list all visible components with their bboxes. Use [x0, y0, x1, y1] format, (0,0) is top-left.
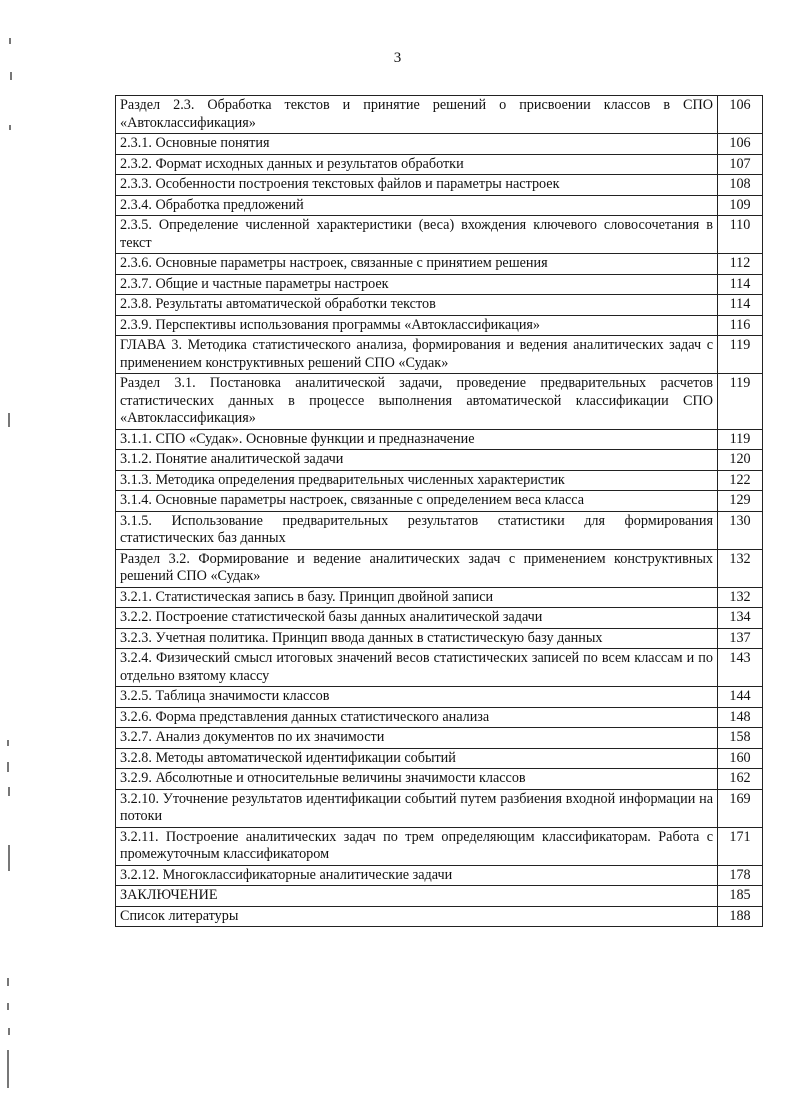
toc-entry-title: Раздел 3.2. Формирование и ведение аналитических задач с применением конструктивных решений СПО «Судак» — [116, 549, 718, 587]
toc-entry-title: Раздел 3.1. Постановка аналитической задачи, проведение предварительных расчетов статистических данных в процессе выполнения автоматической классификации СПО «Автоклассификация» — [116, 374, 718, 430]
toc-entry-page: 171 — [718, 827, 763, 865]
toc-entry-page: 119 — [718, 429, 763, 450]
toc-row — [116, 154, 763, 175]
toc-entry-page: 109 — [718, 195, 763, 216]
toc-row — [116, 549, 763, 587]
toc-entry-page: 132 — [718, 587, 763, 608]
toc-entry-title: 2.3.9. Перспективы использования программы «Автоклассификация» — [116, 315, 718, 336]
toc-row — [116, 748, 763, 769]
toc-row — [116, 491, 763, 512]
toc-entry-title: 2.3.6. Основные параметры настроек, связанные с принятием решения — [116, 254, 718, 275]
toc-entry-title: 3.2.7. Анализ документов по их значимости — [116, 728, 718, 749]
toc-entry-page: 106 — [718, 134, 763, 155]
toc-entry-page: 112 — [718, 254, 763, 275]
toc-row — [116, 175, 763, 196]
toc-entry-title: 3.2.1. Статистическая запись в базу. Принцип двойной записи — [116, 587, 718, 608]
toc-row — [116, 728, 763, 749]
toc-entry-title: Список литературы — [116, 906, 718, 927]
toc-row — [116, 450, 763, 471]
toc-entry-page: 178 — [718, 865, 763, 886]
table-of-contents — [115, 95, 763, 927]
scan-artifact — [7, 978, 9, 986]
toc-row — [116, 470, 763, 491]
toc-entry-page: 119 — [718, 336, 763, 374]
toc-entry-page: 185 — [718, 886, 763, 907]
toc-row — [116, 628, 763, 649]
toc-entry-page: 116 — [718, 315, 763, 336]
toc-entry-title: 2.3.5. Определение численной характеристики (веса) вхождения ключевого словосочетания в текст — [116, 216, 718, 254]
toc-entry-title: 3.2.3. Учетная политика. Принцип ввода данных в статистическую базу данных — [116, 628, 718, 649]
scan-artifact — [10, 72, 12, 80]
toc-row — [116, 511, 763, 549]
toc-entry-title: 2.3.1. Основные понятия — [116, 134, 718, 155]
toc-entry-title: 3.2.2. Построение статистической базы данных аналитической задачи — [116, 608, 718, 629]
toc-row — [116, 827, 763, 865]
toc-row — [116, 274, 763, 295]
scan-artifact — [7, 740, 9, 746]
toc-entry-title: 3.1.2. Понятие аналитической задачи — [116, 450, 718, 471]
toc-entry-page: 134 — [718, 608, 763, 629]
toc-row — [116, 374, 763, 430]
toc-entry-title: 3.2.6. Форма представления данных статистического анализа — [116, 707, 718, 728]
toc-entry-page: 158 — [718, 728, 763, 749]
toc-entry-title: 3.1.5. Использование предварительных результатов статистики для формирования статистических баз данных — [116, 511, 718, 549]
toc-entry-title: 3.1.1. СПО «Судак». Основные функции и предназначение — [116, 429, 718, 450]
toc-row — [116, 96, 763, 134]
toc-entry-page: 119 — [718, 374, 763, 430]
toc-entry-page: 130 — [718, 511, 763, 549]
toc-entry-page: 108 — [718, 175, 763, 196]
toc-entry-page: 107 — [718, 154, 763, 175]
toc-entry-title: 3.2.10. Уточнение результатов идентификации событий путем разбиения входной информации на потоки — [116, 789, 718, 827]
toc-entry-page: 162 — [718, 769, 763, 790]
toc-entry-title: 2.3.3. Особенности построения текстовых файлов и параметры настроек — [116, 175, 718, 196]
toc-entry-page: 114 — [718, 295, 763, 316]
toc-entry-page: 129 — [718, 491, 763, 512]
scan-artifact — [7, 1003, 9, 1010]
toc-row — [116, 195, 763, 216]
toc-entry-title: 2.3.7. Общие и частные параметры настроек — [116, 274, 718, 295]
toc-row — [116, 649, 763, 687]
toc-entry-title: Раздел 2.3. Обработка текстов и принятие решений о присвоении классов в СПО «Автоклассификация» — [116, 96, 718, 134]
toc-entry-title: ГЛАВА 3. Методика статистического анализа, формирования и ведения аналитических задач с применением конструктивных решений СПО «Судак» — [116, 336, 718, 374]
toc-entry-page: 106 — [718, 96, 763, 134]
toc-entry-title: 3.1.3. Методика определения предварительных численных характеристик — [116, 470, 718, 491]
toc-entry-page: 137 — [718, 628, 763, 649]
toc-row — [116, 789, 763, 827]
toc-row — [116, 906, 763, 927]
toc-entry-title: 3.2.9. Абсолютные и относительные величины значимости классов — [116, 769, 718, 790]
toc-entry-title: 3.2.12. Многоклассификаторные аналитические задачи — [116, 865, 718, 886]
toc-row — [116, 336, 763, 374]
toc-entry-title: 3.2.8. Методы автоматической идентификации событий — [116, 748, 718, 769]
scan-artifact — [9, 125, 11, 130]
toc-entry-page: 122 — [718, 470, 763, 491]
toc-entry-title: 2.3.8. Результаты автоматической обработки текстов — [116, 295, 718, 316]
toc-row — [116, 865, 763, 886]
toc-entry-page: 120 — [718, 450, 763, 471]
scan-artifact — [8, 1028, 10, 1035]
toc-row — [116, 429, 763, 450]
toc-row — [116, 707, 763, 728]
toc-entry-page: 132 — [718, 549, 763, 587]
toc-entry-title: 3.2.4. Физический смысл итоговых значений весов статистических записей по всем классам и по отдельно взятому классу — [116, 649, 718, 687]
toc-row — [116, 315, 763, 336]
scan-artifact — [8, 413, 10, 427]
toc-row — [116, 587, 763, 608]
toc-row — [116, 254, 763, 275]
scan-artifact — [9, 38, 11, 44]
toc-body — [116, 96, 763, 927]
toc-entry-title: 2.3.2. Формат исходных данных и результатов обработки — [116, 154, 718, 175]
toc-entry-title: 2.3.4. Обработка предложений — [116, 195, 718, 216]
toc-entry-page: 110 — [718, 216, 763, 254]
toc-entry-title: 3.1.4. Основные параметры настроек, связанные с определением веса класса — [116, 491, 718, 512]
toc-entry-title: 3.2.5. Таблица значимости классов — [116, 687, 718, 708]
toc-row — [116, 769, 763, 790]
scan-artifact — [8, 845, 10, 871]
toc-row — [116, 216, 763, 254]
scan-artifact — [8, 787, 10, 796]
scan-artifact — [7, 762, 9, 772]
scan-artifact — [7, 1050, 9, 1088]
toc-entry-page: 144 — [718, 687, 763, 708]
toc-entry-page: 188 — [718, 906, 763, 927]
toc-row — [116, 886, 763, 907]
toc-entry-page: 143 — [718, 649, 763, 687]
page-number: 3 — [393, 50, 402, 66]
toc-entry-page: 114 — [718, 274, 763, 295]
toc-entry-page: 148 — [718, 707, 763, 728]
toc-entry-page: 169 — [718, 789, 763, 827]
toc-row — [116, 295, 763, 316]
toc-row — [116, 608, 763, 629]
toc-entry-title: ЗАКЛЮЧЕНИЕ — [116, 886, 718, 907]
toc-row — [116, 134, 763, 155]
toc-entry-title: 3.2.11. Построение аналитических задач по трем определяющим классификаторам. Работа с промежуточным классификатором — [116, 827, 718, 865]
toc-entry-page: 160 — [718, 748, 763, 769]
toc-row — [116, 687, 763, 708]
